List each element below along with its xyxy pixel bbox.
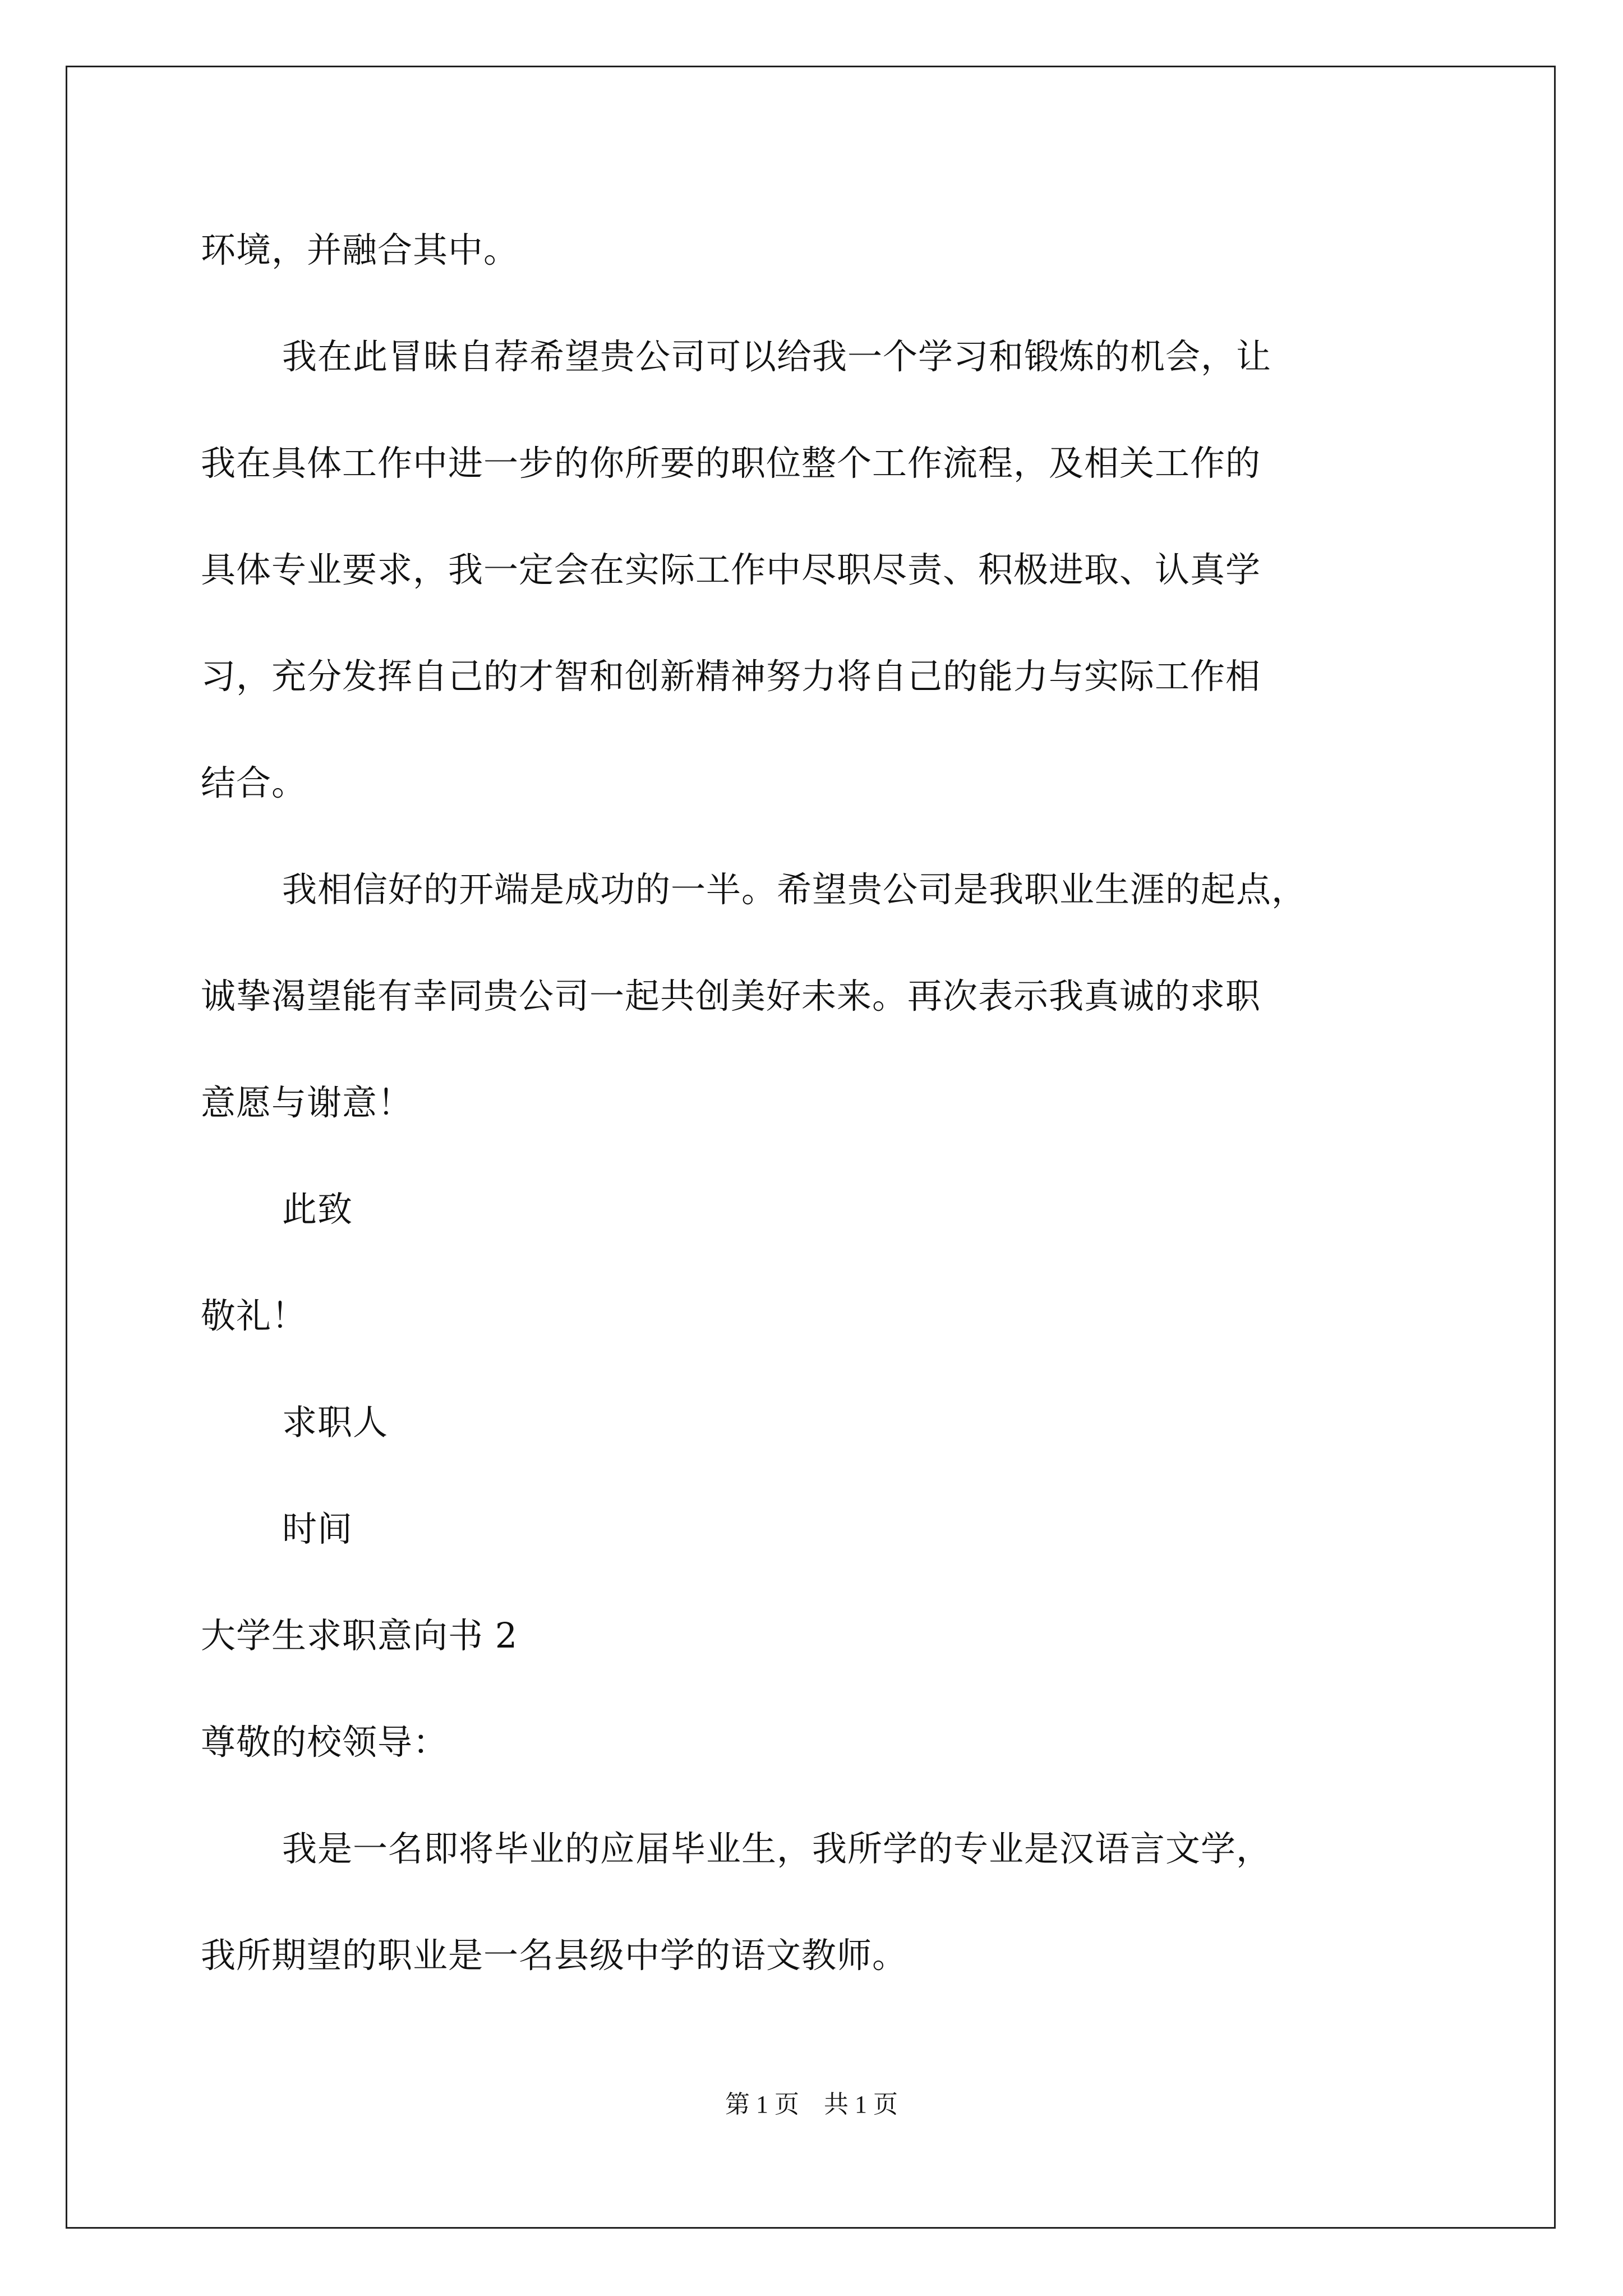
date-line: 时间	[282, 1508, 353, 1549]
signature-line: 求职人	[282, 1402, 389, 1443]
paragraph-line: 我所期望的职业是一名县级中学的语文教师。	[201, 1935, 908, 1976]
paragraph-line: 我相信好的开端是成功的一半。希望贵公司是我职业生涯的起点，	[282, 869, 1307, 910]
paragraph-line: 诚挚渴望能有幸同贵公司一起共创美好未来。再次表示我真诚的求职	[201, 976, 1261, 1016]
closing-line: 此致	[282, 1189, 353, 1230]
paragraph-line: 习，充分发挥自己的才智和创新精神努力将自己的能力与实际工作相	[201, 656, 1261, 697]
paragraph-line: 具体专业要求，我一定会在实际工作中尽职尽责、积极进取、认真学	[201, 549, 1261, 590]
page-footer: 第 1 页 共 1 页	[725, 2091, 898, 2118]
paragraph-line: 结合。	[201, 762, 307, 803]
paragraph-line: 我是一名即将毕业的应届毕业生，我所学的专业是汉语言文学，	[282, 1828, 1272, 1869]
paragraph-line: 我在具体工作中进一步的你所要的职位整个工作流程，及相关工作的	[201, 443, 1261, 484]
paragraph-line: 我在此冒昧自荐希望贵公司可以给我一个学习和锻炼的机会，让	[282, 336, 1272, 377]
paragraph-line: 环境，并融合其中。	[201, 229, 519, 270]
paragraph-line: 意愿与谢意！	[201, 1082, 413, 1123]
page-frame	[66, 66, 1556, 2229]
closing-salutation: 敬礼！	[201, 1295, 307, 1336]
section-title: 大学生求职意向书 2	[201, 1615, 518, 1656]
greeting-line: 尊敬的校领导：	[201, 1722, 449, 1763]
